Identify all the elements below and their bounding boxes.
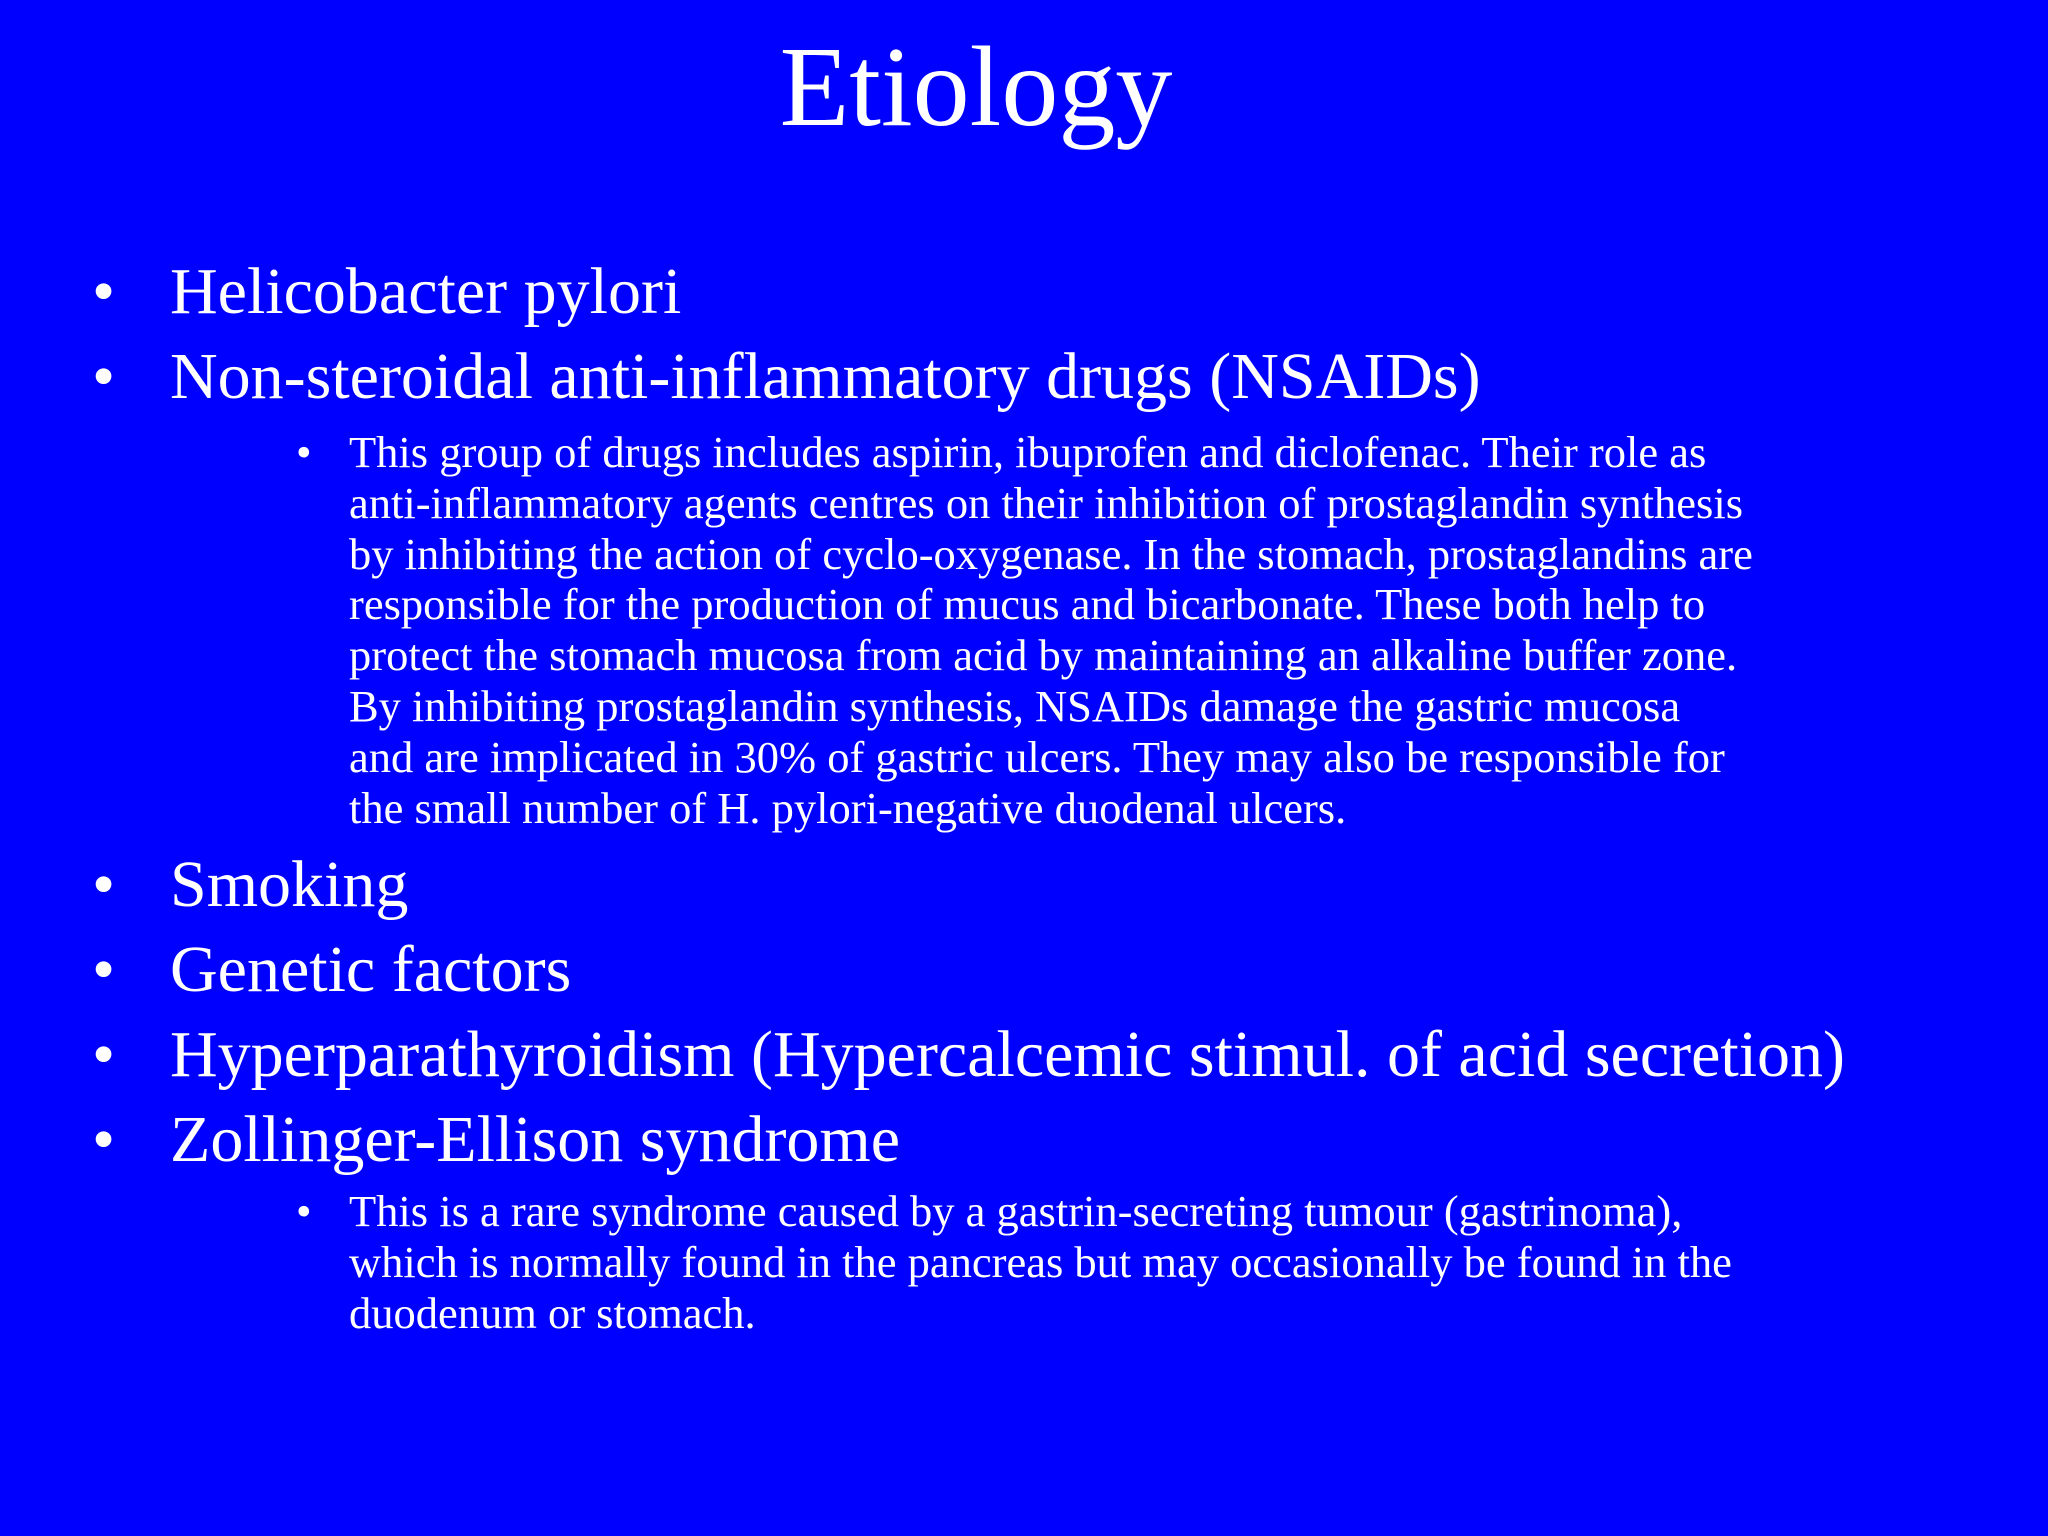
sub-bullet-text	[349, 1186, 2029, 1338]
bullet-glyph: •	[92, 340, 116, 413]
bullet-glyph: •	[92, 848, 116, 921]
bullet-glyph: •	[92, 255, 116, 328]
bullet-text: Non-steroidal anti-inflammatory drugs (NSAIDs)	[170, 340, 1481, 413]
detail-line: duodenum or stomach.	[349, 1287, 756, 1338]
detail-line: This is a rare syndrome caused by a gastrin-secreting tumour (gastrinoma),	[349, 1186, 1683, 1236]
bullet-glyph: •	[92, 1103, 116, 1176]
detail-line: By inhibiting prostaglandin synthesis, NSAIDs damage the gastric mucosa	[349, 680, 1681, 731]
detail-line: the small number of H. pylori-negative duodenal ulcers.	[349, 782, 1347, 833]
sub-bullet-glyph: •	[296, 1186, 312, 1236]
bullet-glyph: •	[92, 1018, 116, 1091]
slide-title: Etiology	[779, 23, 1173, 150]
bullet-text: Genetic factors	[170, 933, 572, 1006]
detail-line: anti-inflammatory agents centres on their inhibition of prostaglandin synthesis	[349, 477, 1744, 528]
detail-line: protect the stomach mucosa from acid by maintaining an alkaline buffer zone.	[349, 630, 1738, 681]
sub-bullet-glyph: •	[296, 427, 312, 477]
detail-line: by inhibiting the action of cyclo-oxygenase. In the stomach, prostaglandins are	[349, 528, 1753, 579]
bullet-text: Hyperparathyroidism (Hypercalcemic stimul. of acid secretion)	[170, 1018, 1846, 1091]
bullet-text: Zollinger-Ellison syndrome	[170, 1103, 901, 1176]
sub-bullet-text	[349, 427, 2029, 833]
detail-line: which is normally found in the pancreas but may occasionally be found in the	[349, 1236, 1732, 1287]
bullet-text: Smoking	[170, 848, 409, 921]
detail-line: and are implicated in 30% of gastric ulcers. They may also be responsible for	[349, 731, 1725, 782]
bullet-text: Helicobacter pylori	[170, 255, 682, 328]
bullet-glyph: •	[92, 933, 116, 1006]
detail-line: This group of drugs includes aspirin, ibuprofen and diclofenac. Their role as	[349, 427, 1707, 477]
detail-line: responsible for the production of mucus and bicarbonate. These both help to	[349, 579, 1706, 630]
